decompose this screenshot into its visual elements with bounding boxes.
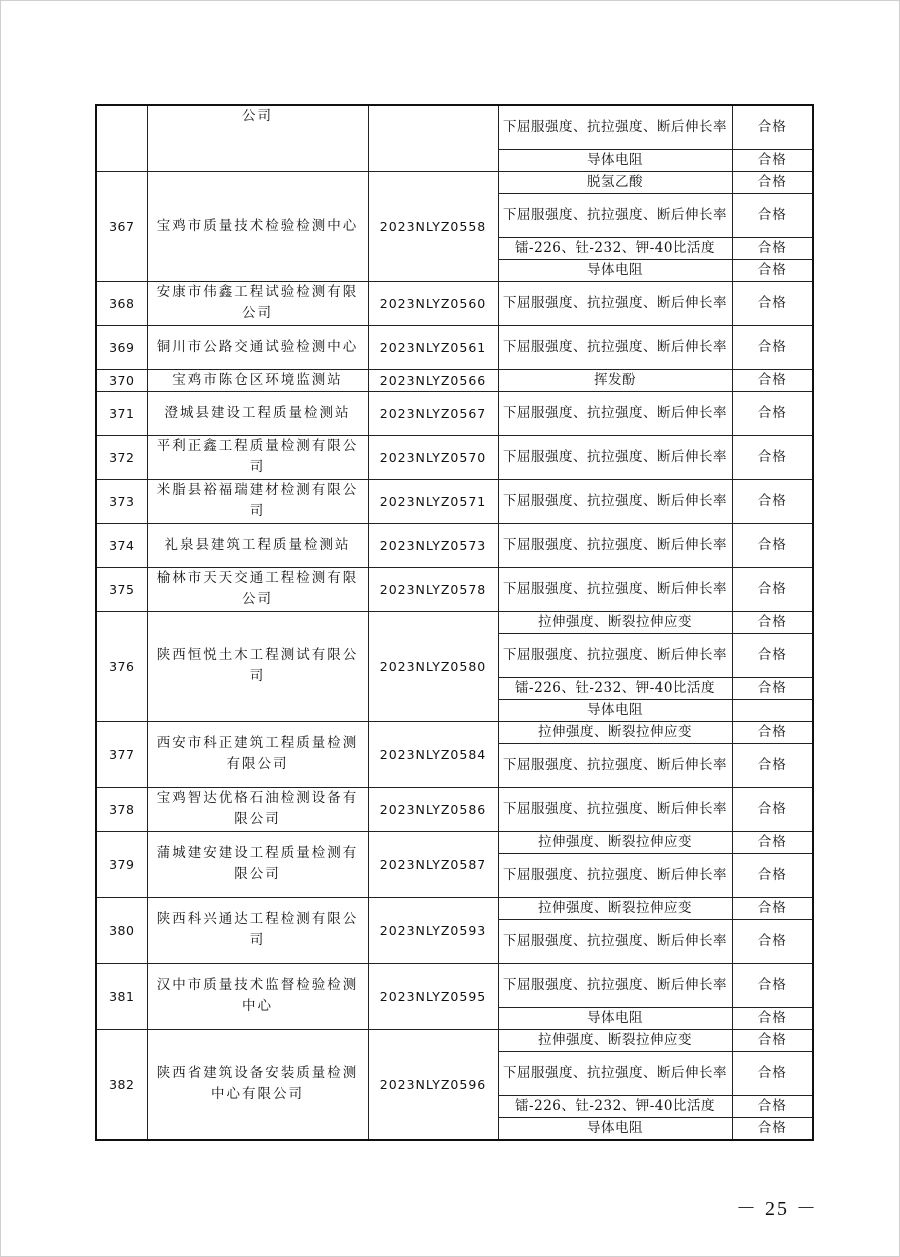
result-cell: 合格 (732, 105, 813, 149)
test-item-cell: 导体电阻 (498, 1007, 732, 1029)
test-item-cell: 下屈服强度、抗拉强度、断后伸长率 (498, 853, 732, 897)
code-cell: 2023NLYZ0566 (368, 369, 498, 391)
table-row (96, 369, 813, 391)
institution-cell: 宝鸡智达优格石油检测设备有限公司 (147, 787, 368, 831)
test-item-cell: 导体电阻 (498, 1117, 732, 1140)
table-row (96, 523, 813, 567)
institution-cell: 宝鸡市质量技术检验检测中心 (147, 171, 368, 281)
test-item-cell: 导体电阻 (498, 259, 732, 281)
result-cell: 合格 (732, 611, 813, 633)
sequence-cell: 369 (96, 325, 147, 369)
result-cell: 合格 (732, 523, 813, 567)
sequence-cell: 368 (96, 281, 147, 325)
sequence-cell: 370 (96, 369, 147, 391)
table-row (96, 1029, 813, 1051)
result-cell: 合格 (732, 237, 813, 259)
result-cell: 合格 (732, 1095, 813, 1117)
results-body (96, 105, 813, 1140)
institution-cell: 陕西科兴通达工程检测有限公司 (147, 897, 368, 963)
sequence-cell: 381 (96, 963, 147, 1029)
table-row (96, 325, 813, 369)
code-cell (368, 105, 498, 171)
sequence-cell: 367 (96, 171, 147, 281)
test-item-cell: 下屈服强度、抗拉强度、断后伸长率 (498, 105, 732, 149)
result-cell: 合格 (732, 721, 813, 743)
institution-cell: 米脂县裕福瑞建材检测有限公司 (147, 479, 368, 523)
table-row (96, 787, 813, 831)
code-cell: 2023NLYZ0567 (368, 391, 498, 435)
table-row (96, 105, 813, 149)
test-item-cell: 下屈服强度、抗拉强度、断后伸长率 (498, 523, 732, 567)
sequence-cell: 382 (96, 1029, 147, 1140)
page-number: － 25 － (736, 1198, 818, 1220)
sequence-cell: 371 (96, 391, 147, 435)
test-item-cell: 下屈服强度、抗拉强度、断后伸长率 (498, 567, 732, 611)
test-item-cell: 下屈服强度、抗拉强度、断后伸长率 (498, 435, 732, 479)
code-cell: 2023NLYZ0595 (368, 963, 498, 1029)
test-item-cell: 镭-226、钍-232、钾-40比活度 (498, 237, 732, 259)
test-item-cell: 挥发酚 (498, 369, 732, 391)
test-item-cell: 下屈服强度、抗拉强度、断后伸长率 (498, 743, 732, 787)
test-item-cell: 下屈服强度、抗拉强度、断后伸长率 (498, 281, 732, 325)
institution-cell: 铜川市公路交通试验检测中心 (147, 325, 368, 369)
test-item-cell: 导体电阻 (498, 149, 732, 171)
code-cell: 2023NLYZ0593 (368, 897, 498, 963)
sequence-cell (96, 105, 147, 171)
result-cell: 合格 (732, 831, 813, 853)
sequence-cell: 374 (96, 523, 147, 567)
table-row (96, 391, 813, 435)
code-cell: 2023NLYZ0561 (368, 325, 498, 369)
result-cell: 合格 (732, 1117, 813, 1140)
test-item-cell: 下屈服强度、抗拉强度、断后伸长率 (498, 633, 732, 677)
code-cell: 2023NLYZ0573 (368, 523, 498, 567)
test-item-cell: 镭-226、钍-232、钾-40比活度 (498, 1095, 732, 1117)
test-item-cell: 拉伸强度、断裂拉伸应变 (498, 831, 732, 853)
result-cell: 合格 (732, 897, 813, 919)
table-row (96, 435, 813, 479)
table-row (96, 831, 813, 853)
result-cell: 合格 (732, 963, 813, 1007)
table-row (96, 567, 813, 611)
table-row (96, 479, 813, 523)
institution-cell: 陕西省建筑设备安装质量检测中心有限公司 (147, 1029, 368, 1140)
code-cell: 2023NLYZ0584 (368, 721, 498, 787)
result-cell: 合格 (732, 919, 813, 963)
institution-cell: 礼泉县建筑工程质量检测站 (147, 523, 368, 567)
code-cell: 2023NLYZ0596 (368, 1029, 498, 1140)
test-item-cell: 下屈服强度、抗拉强度、断后伸长率 (498, 479, 732, 523)
table-row (96, 897, 813, 919)
table-row (96, 171, 813, 193)
code-cell: 2023NLYZ0560 (368, 281, 498, 325)
result-cell (732, 699, 813, 721)
result-cell: 合格 (732, 743, 813, 787)
test-item-cell: 下屈服强度、抗拉强度、断后伸长率 (498, 1051, 732, 1095)
test-item-cell: 下屈服强度、抗拉强度、断后伸长率 (498, 325, 732, 369)
result-cell: 合格 (732, 853, 813, 897)
sequence-cell: 376 (96, 611, 147, 721)
test-item-cell: 脱氢乙酸 (498, 171, 732, 193)
sequence-cell: 378 (96, 787, 147, 831)
result-cell: 合格 (732, 677, 813, 699)
table-row (96, 963, 813, 1007)
result-cell: 合格 (732, 479, 813, 523)
test-item-cell: 导体电阻 (498, 699, 732, 721)
institution-cell: 西安市科正建筑工程质量检测有限公司 (147, 721, 368, 787)
test-item-cell: 拉伸强度、断裂拉伸应变 (498, 897, 732, 919)
result-cell: 合格 (732, 1007, 813, 1029)
test-item-cell: 拉伸强度、断裂拉伸应变 (498, 611, 732, 633)
test-item-cell: 下屈服强度、抗拉强度、断后伸长率 (498, 391, 732, 435)
institution-cell: 公司 (147, 105, 368, 171)
table-row (96, 611, 813, 633)
result-cell: 合格 (732, 567, 813, 611)
sequence-cell: 380 (96, 897, 147, 963)
institution-cell: 安康市伟鑫工程试验检测有限公司 (147, 281, 368, 325)
result-cell: 合格 (732, 259, 813, 281)
table-row (96, 721, 813, 743)
sequence-cell: 373 (96, 479, 147, 523)
result-cell: 合格 (732, 435, 813, 479)
results-table (95, 104, 814, 1141)
code-cell: 2023NLYZ0587 (368, 831, 498, 897)
result-cell: 合格 (732, 633, 813, 677)
code-cell: 2023NLYZ0570 (368, 435, 498, 479)
result-cell: 合格 (732, 149, 813, 171)
result-cell: 合格 (732, 193, 813, 237)
test-item-cell: 下屈服强度、抗拉强度、断后伸长率 (498, 963, 732, 1007)
institution-cell: 蒲城建安建设工程质量检测有限公司 (147, 831, 368, 897)
code-cell: 2023NLYZ0580 (368, 611, 498, 721)
code-cell: 2023NLYZ0571 (368, 479, 498, 523)
institution-cell: 榆林市天天交通工程检测有限公司 (147, 567, 368, 611)
result-cell: 合格 (732, 1029, 813, 1051)
table-row (96, 281, 813, 325)
sequence-cell: 379 (96, 831, 147, 897)
test-item-cell: 镭-226、钍-232、钾-40比活度 (498, 677, 732, 699)
test-item-cell: 下屈服强度、抗拉强度、断后伸长率 (498, 787, 732, 831)
code-cell: 2023NLYZ0586 (368, 787, 498, 831)
code-cell: 2023NLYZ0558 (368, 171, 498, 281)
institution-cell: 宝鸡市陈仓区环境监测站 (147, 369, 368, 391)
institution-cell: 汉中市质量技术监督检验检测中心 (147, 963, 368, 1029)
test-item-cell: 拉伸强度、断裂拉伸应变 (498, 721, 732, 743)
result-cell: 合格 (732, 171, 813, 193)
result-cell: 合格 (732, 787, 813, 831)
sequence-cell: 375 (96, 567, 147, 611)
sequence-cell: 372 (96, 435, 147, 479)
result-cell: 合格 (732, 325, 813, 369)
result-cell: 合格 (732, 281, 813, 325)
code-cell: 2023NLYZ0578 (368, 567, 498, 611)
institution-cell: 陕西恒悦土木工程测试有限公司 (147, 611, 368, 721)
sequence-cell: 377 (96, 721, 147, 787)
test-item-cell: 拉伸强度、断裂拉伸应变 (498, 1029, 732, 1051)
result-cell: 合格 (732, 369, 813, 391)
test-item-cell: 下屈服强度、抗拉强度、断后伸长率 (498, 193, 732, 237)
institution-cell: 澄城县建设工程质量检测站 (147, 391, 368, 435)
result-cell: 合格 (732, 1051, 813, 1095)
test-item-cell: 下屈服强度、抗拉强度、断后伸长率 (498, 919, 732, 963)
institution-cell: 平利正鑫工程质量检测有限公司 (147, 435, 368, 479)
result-cell: 合格 (732, 391, 813, 435)
